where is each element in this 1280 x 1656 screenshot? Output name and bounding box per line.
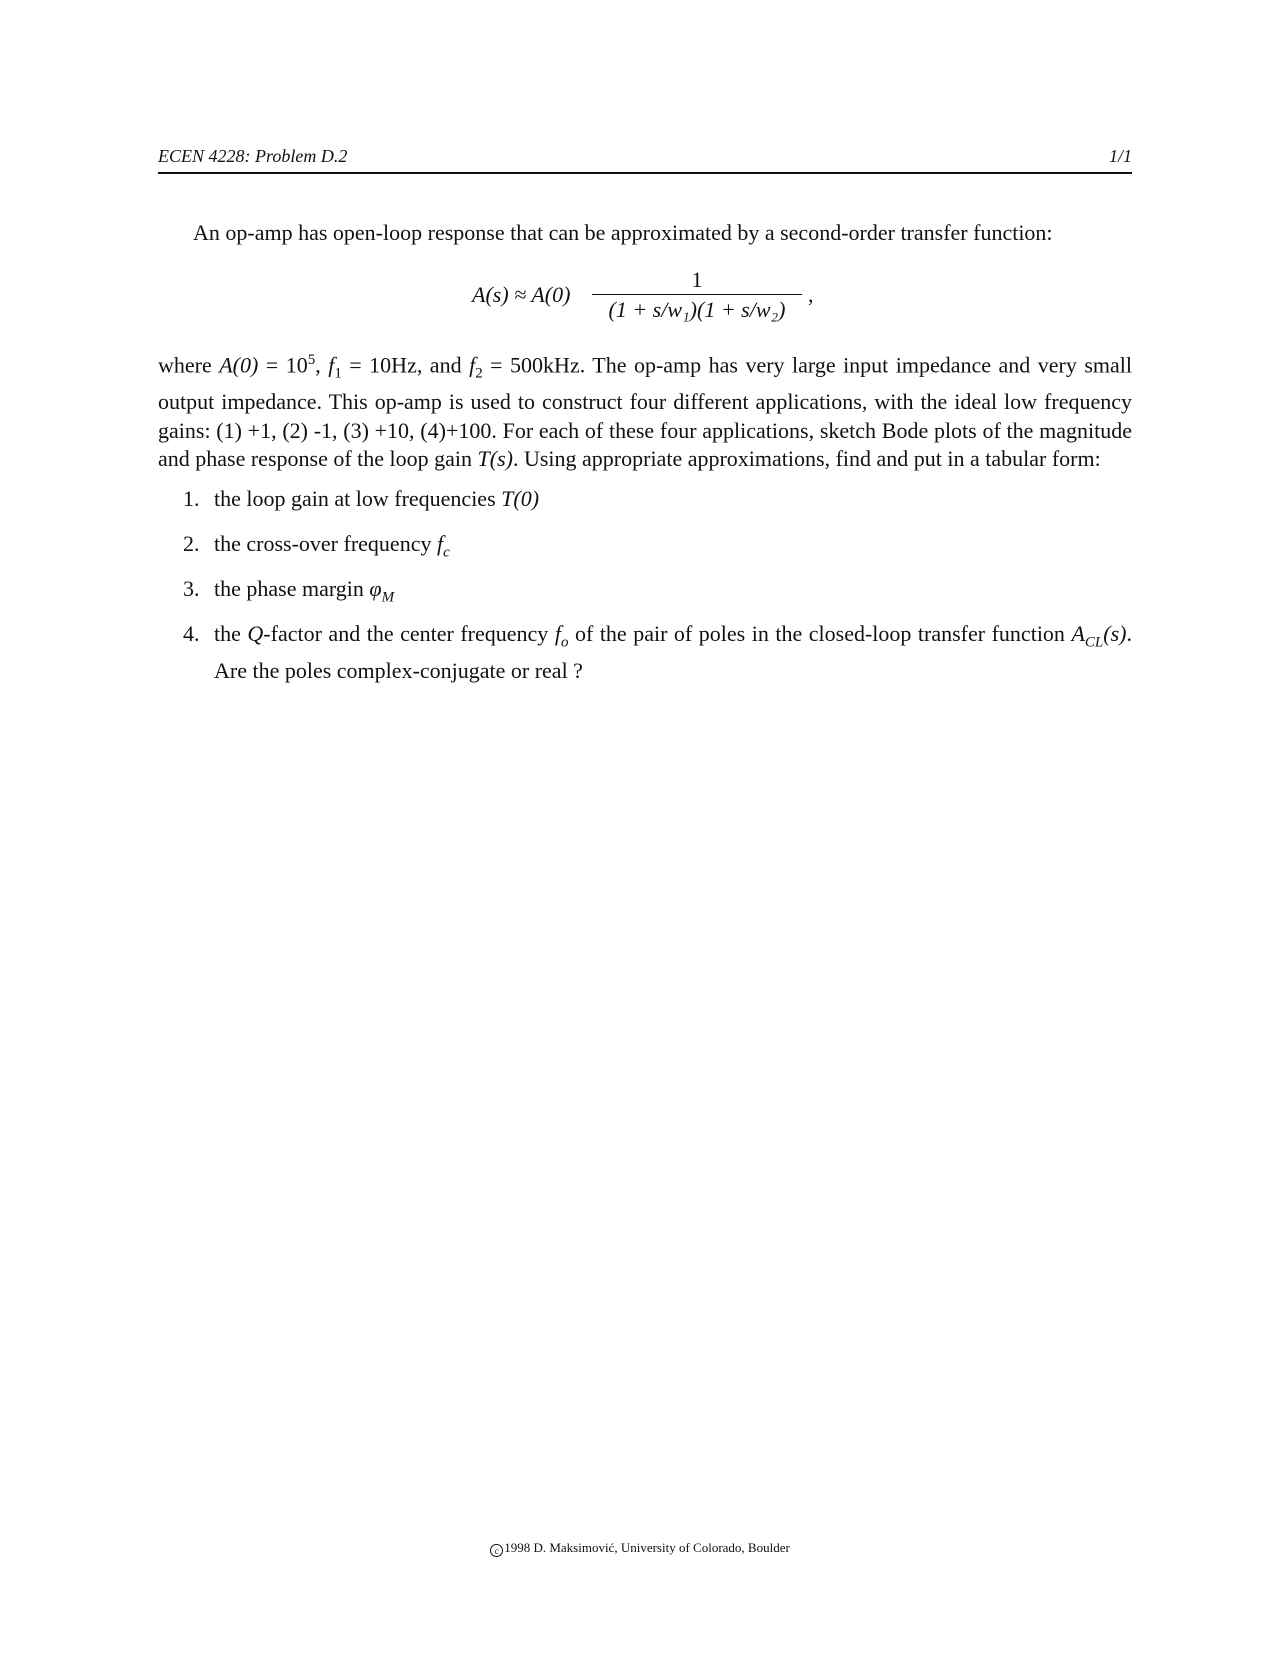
item-text: . Are the poles complex-conjugate or real ? — [214, 621, 1132, 683]
subscript: o — [560, 634, 569, 651]
math-fo: f — [554, 621, 561, 646]
copyright-footer — [0, 1540, 1280, 1557]
item-text: of the pair of poles in the closed-loop transfer function — [568, 621, 1072, 646]
math-phi: φ — [369, 576, 382, 601]
list-text — [214, 575, 1132, 612]
item-text: -factor and the center frequency — [263, 621, 555, 646]
item-text: the — [214, 621, 248, 646]
math-t0: T(0) — [501, 486, 540, 511]
list-text — [214, 530, 1132, 567]
list-number: 2. — [183, 531, 200, 556]
math-a0: A(0) — [219, 352, 259, 378]
intro-sentence: An op-amp has open-loop response that can be approximated by a second-order transfer function: — [193, 220, 1053, 245]
math-f1: f — [328, 352, 335, 378]
copyright-icon: c — [490, 1544, 503, 1557]
list-text — [214, 485, 1132, 514]
equation-fraction — [592, 266, 802, 323]
paragraph-text: = 500kHz. The op-amp has very large input impedance and very small output impedance. This op-amp is used to construct four different applications, with the ideal low frequency gains: (1) +1, (2) -1, (3) +10, (4)+100. For each of these four applications, sketch Bode plots of the magnitude and phase response of the loop gain — [158, 352, 1133, 472]
subscript: 1 — [334, 365, 342, 382]
exponent: 5 — [307, 352, 316, 368]
math-acl: A — [1071, 621, 1085, 646]
equation-comma: , — [808, 282, 814, 307]
paragraph-text: . Using appropriate approximations, find and put in a tabular form: — [512, 446, 1101, 472]
subscript: CL — [1084, 634, 1104, 651]
math-f2: f — [469, 352, 476, 378]
list-number: 4. — [183, 621, 200, 646]
paragraph-text: , — [315, 352, 329, 378]
math-ts: T(s) — [477, 446, 513, 472]
page-header — [158, 146, 1132, 174]
fraction-numerator: 1 — [691, 267, 703, 292]
item-text: the phase margin — [214, 576, 370, 601]
math-acl-arg: (s) — [1103, 621, 1127, 646]
equation-lhs: A(s) ≈ A(0) — [472, 282, 571, 307]
math-q: Q — [247, 621, 264, 646]
list-number: 3. — [183, 576, 200, 601]
item-text: the cross-over frequency — [214, 531, 437, 556]
math-fc: f — [436, 531, 444, 556]
subscript: 2 — [475, 365, 483, 382]
item-text: the loop gain at low frequencies — [214, 486, 502, 511]
problem-paragraph — [158, 346, 1132, 474]
page-number: 1/1 — [1108, 146, 1132, 166]
footer-text: 1998 D. Maksimović, University of Colorado, Boulder — [504, 1540, 790, 1555]
subscript: M — [381, 589, 395, 606]
subscript: c — [443, 544, 450, 561]
paragraph-text: = 10Hz, and — [341, 352, 470, 378]
list-text — [214, 620, 1132, 685]
paragraph-text: = 10 — [258, 352, 308, 378]
fraction-denominator: (1 + s/w₁)(1 + s/w₂) — [608, 297, 786, 322]
list-number: 1. — [183, 486, 200, 511]
document-title: ECEN 4228: Problem D.2 — [158, 146, 348, 166]
paragraph-text: where — [158, 352, 220, 378]
